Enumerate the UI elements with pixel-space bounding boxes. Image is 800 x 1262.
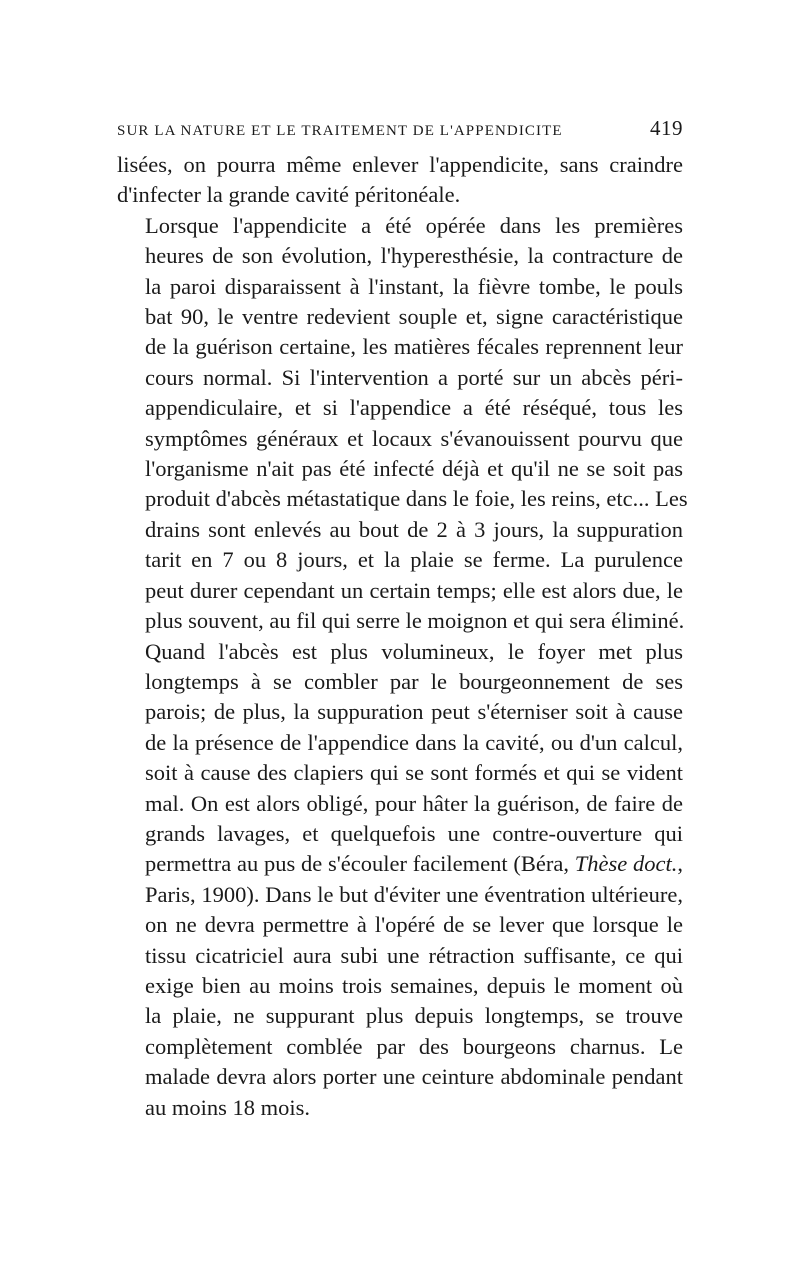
text-line: on ne devra permettre à l'opéré de se lever que lorsque le: [145, 912, 683, 938]
book-page: [117, 108, 688, 1123]
text-line: lisées, on pourra même enlever l'appendicite, sans craindre: [117, 152, 683, 177]
text-line: soit à cause des clapiers qui se sont formés et qui se vident: [145, 760, 683, 786]
text-line: grands lavages, et quelquefois une contre-ouverture qui: [145, 820, 683, 846]
text-line: longtemps à se combler par le bourgeonnement de ses: [145, 668, 683, 694]
citation-title: Thèse doct.: [574, 851, 678, 877]
paragraph-1: [117, 150, 683, 211]
text-line: tissu cicatriciel aura subi une rétraction suffisante, ce qui: [145, 942, 683, 968]
text-line: la paroi disparaissent à l'instant, la fièvre tombe, le pouls: [145, 273, 683, 299]
text-line: de la guérison certaine, les matières fécales reprennent leur: [145, 334, 683, 360]
paragraph-3: [117, 637, 683, 1124]
text-line: heures de son évolution, l'hyperesthésie, la contracture de: [145, 243, 683, 269]
text-line-with-citation: [117, 849, 683, 879]
text-line: bat 90, le ventre redevient souple et, signe caractéristique: [145, 304, 683, 330]
text-line: exige bien au moins trois semaines, depuis le moment où: [145, 972, 683, 998]
text-line: malade devra alors porter une ceinture abdominale pendant: [145, 1064, 683, 1090]
text-line: mal. On est alors obligé, pour hâter la guérison, de faire de: [145, 790, 683, 816]
text-line: cours normal. Si l'intervention a porté sur un abcès péri-: [145, 364, 683, 390]
text-segment: permettra au pus de s'écouler facilement (Béra,: [145, 851, 575, 877]
text-segment: ,: [677, 851, 683, 877]
body-text: [117, 150, 688, 1123]
running-title: SUR LA NATURE ET LE TRAITEMENT DE L'APPENDICITE: [117, 123, 563, 139]
text-line: d'infecter la grande cavité péritonéale.: [117, 182, 461, 208]
text-line: l'organisme n'ait pas été infecté déjà et qu'il ne se soit pas: [145, 456, 683, 482]
text-line: Paris, 1900). Dans le but d'éviter une éventration ultérieure,: [145, 881, 683, 907]
text-line: au moins 18 mois.: [145, 1094, 311, 1120]
text-line: symptômes généraux et locaux s'évanouissent pourvu que: [145, 425, 683, 451]
text-line: parois; de plus, la suppuration peut s'éterniser soit à cause: [145, 699, 683, 725]
text-line: drains sont enlevés au bout de 2 à 3 jours, la suppuration: [145, 516, 683, 542]
text-line: peut durer cependant un certain temps; elle est alors due, le: [145, 577, 683, 603]
paragraph-2: [117, 211, 688, 637]
text-line: plus souvent, au fil qui serre le moignon et qui sera éliminé.: [145, 608, 685, 634]
text-line: produit d'abcès métastatique dans le foie, les reins, etc... Les: [145, 486, 688, 512]
text-line: tarit en 7 ou 8 jours, et la plaie se ferme. La purulence: [145, 547, 683, 573]
text-line: Lorsque l'appendicite a été opérée dans les premières: [145, 212, 683, 238]
text-line: Quand l'abcès est plus volumineux, le foyer met plus: [145, 638, 683, 664]
text-line: de la présence de l'appendice dans la cavité, ou d'un calcul,: [145, 729, 683, 755]
running-header: [117, 108, 683, 148]
text-line: appendiculaire, et si l'appendice a été réséqué, tous les: [145, 395, 683, 421]
text-line: la plaie, ne suppurant plus depuis longtemps, se trouve: [145, 1003, 683, 1029]
text-line: complètement comblée par des bourgeons charnus. Le: [145, 1033, 683, 1059]
page-number: 419: [650, 116, 683, 140]
